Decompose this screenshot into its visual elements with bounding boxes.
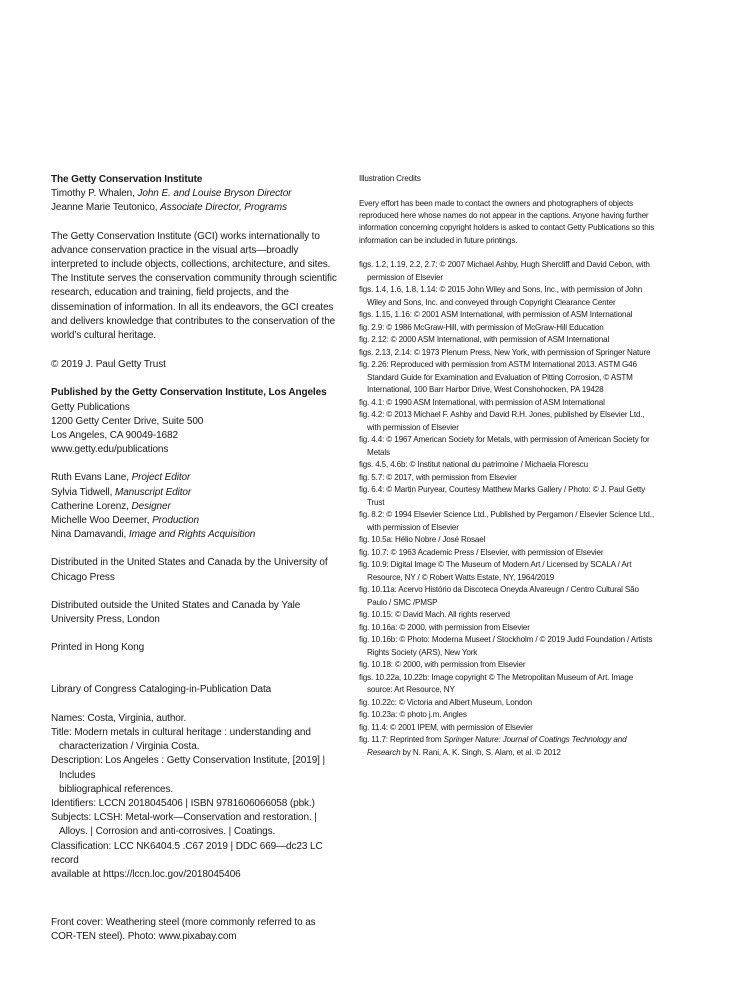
cip-subjects: Subjects: LCSH: Metal-work—Conservation and restoration. | Alloys. | Corrosion and anti-corrosives. | Coatings. [51, 812, 317, 838]
credit-text: Reprinted from [387, 735, 444, 745]
credit-entry [359, 334, 659, 347]
credit-entry [359, 409, 659, 434]
credit-fig: figs. 10.22a, 10.22b: [359, 672, 430, 682]
credit-fig: fig. 2.26: [359, 360, 389, 370]
publisher-line: Los Angeles, CA 90049-1682 [51, 430, 178, 442]
credit-text: © 2013 Michael F. Ashby and David R.H. Jones, published by Elsevier Ltd., with permission of Elsevier [367, 410, 645, 432]
credit-entry [359, 284, 659, 309]
right-column [359, 173, 659, 759]
staff-role: Production [152, 515, 199, 527]
staff-entry [51, 528, 341, 542]
cip-available: available at https://lccn.loc.gov/2018045406 [51, 868, 241, 880]
credit-entry [359, 459, 659, 472]
cip-names: Names: Costa, Virginia, author. [51, 712, 187, 724]
credit-entry [359, 347, 659, 360]
credit-fig: figs. 2.13, 2.14: [359, 347, 412, 357]
credit-entry [359, 359, 659, 397]
credit-text: © 2007 Michael Ashby, Hugh Shercliff and David Cebon, with permission of Elsevier [367, 260, 650, 282]
credit-fig: fig. 10.22c: [359, 697, 397, 707]
credit-text: by N. Rani, A. K. Singh, S. Alam, et al. © 2012 [400, 747, 561, 757]
credit-fig: fig. 10.11a: [359, 585, 397, 595]
credit-entry [359, 697, 659, 710]
staff-list [51, 471, 341, 542]
credit-fig: fig. 10.16b: [359, 635, 398, 645]
credit-entry [359, 322, 659, 335]
credits-intro: Every effort has been made to contact the owners and photographers of objects reproduced here whose names do not appear in the captions. Anyone having further information concerning copyright holders is asked to contact Getty Publications so this information can be included in future printings. [359, 198, 655, 245]
credit-text: © Photo: Moderna Museet / Stockholm / © 2019 Judd Foundation / Artists Rights Society (ARS), New York [367, 635, 653, 657]
distribution-outside: Distributed outside the United States and Canada by Yale University Press, London [51, 599, 301, 626]
cip-description: Description: Los Angeles : Getty Conservation Institute, [2019] | Includes [51, 755, 326, 781]
credits-heading: Illustration Credits [359, 174, 421, 183]
director-title: John E. and Louise Bryson Director [137, 188, 292, 200]
credit-entry [359, 609, 659, 622]
staff-entry [51, 500, 341, 514]
credit-text: © photo j.m. Angles [397, 710, 467, 720]
gci-description: The Getty Conservation Institute (GCI) works internationally to advance conservation practice in the visual arts—broadly interpreted to include objects, collections, architecture, and sites. The Institute serves the conservation community through scientific research, education and training, field projects, and the dissemination of information. In all its endeavors, the GCI creates and delivers knowledge that contributes to the conservation of the world’s cultural heritage. [51, 230, 337, 342]
credit-entry [359, 722, 659, 735]
credit-entry [359, 559, 659, 584]
credit-text: © 1967 American Society for Metals, with permission of American Society for Metals [367, 435, 650, 457]
staff-role: Image and Rights Acquisition [128, 529, 256, 541]
cip-title: Title: Modern metals in cultural heritage : understanding and characterization / Virginia Costa. [51, 726, 311, 753]
credit-text: © 2001 IPEM, with permission of Elsevier [387, 722, 533, 732]
credit-entry [359, 259, 659, 284]
credit-entry [359, 534, 659, 547]
credit-text: Digital Image © The Museum of Modern Art / Licensed by SCALA / Art Resource, NY / © Robert Watts Estate, NY, 1964/2019 [367, 560, 632, 582]
cip-description-cont: bibliographical references. [59, 783, 174, 795]
staff-name: Nina Damavandi, [51, 529, 129, 541]
credit-journal: Springer Nature: Journal of Coatings Technology and Research [367, 735, 627, 757]
credit-fig: fig. 10.9: [359, 560, 389, 570]
gci-heading: The Getty Conservation Institute [51, 174, 203, 185]
staff-role: Project Editor [131, 472, 191, 484]
credit-text: © Martin Puryear, Courtesy Matthew Marks Gallery / Photo: © J. Paul Getty Trust [367, 485, 646, 507]
credit-fig: fig. 4.2: [359, 410, 385, 420]
credit-entry [359, 472, 659, 485]
cip-block [51, 712, 341, 882]
credit-entry [359, 547, 659, 560]
credit-fig: figs. 1.15, 1.16: [359, 310, 412, 320]
credit-fig: fig. 11.7: [359, 735, 388, 745]
credit-entry [359, 672, 659, 697]
cip-heading: Library of Congress Cataloging-in-Publication Data [51, 684, 272, 696]
publisher-line: Getty Publications [51, 401, 130, 413]
staff-role: Designer [131, 500, 171, 512]
left-column [51, 173, 341, 945]
credit-entry [359, 397, 659, 410]
gci-director-line [51, 187, 341, 201]
credit-fig: fig. 10.23a: [359, 710, 398, 720]
credit-entry [359, 622, 659, 635]
credit-entry [359, 709, 659, 722]
credit-entry [359, 634, 659, 659]
staff-role: Manuscript Editor [114, 486, 192, 498]
publisher-heading: Published by the Getty Conservation Institute, Los Angeles [51, 387, 327, 399]
credit-fig: fig. 6.4: [359, 485, 385, 495]
credit-text: © 1990 ASM International, with permission of ASM International [384, 397, 605, 407]
credit-text: © 2000, with permission from Elsevier [392, 660, 526, 670]
credit-text: © 2001 ASM International, with permission of ASM International [411, 310, 633, 320]
credit-text: © 2000 ASM International, with permission of ASM International [388, 335, 610, 345]
credit-text: Acervo Histório da Discoteca Oneyda Alvareugn / Centro Cultural São Paulo / SMC /PMSP [367, 585, 639, 607]
publisher-url: www.getty.edu/publications [51, 444, 169, 456]
credit-fig: fig. 8.2: [359, 510, 385, 520]
credit-text: Reproduced with permission from ASTM International 2013. ASTM G46 Standard Guide for Examination and Evaluation of Pitting Corrosion, © ASTM International, 100 Barr Harbor Drive, West Conshohocken, PA 19428 [367, 360, 637, 395]
copyright-line: © 2019 J. Paul Getty Trust [51, 359, 166, 371]
credit-entry [359, 659, 659, 672]
printed-in: Printed in Hong Kong [51, 642, 145, 654]
credit-entry-last [359, 734, 659, 759]
associate-title: Associate Director, Programs [160, 202, 287, 214]
publisher-line: 1200 Getty Center Drive, Suite 500 [51, 415, 204, 427]
credit-text: © 1963 Academic Press / Elsevier, with permission of Elsevier [388, 547, 604, 557]
credit-text: Image copyright © The Metropolitan Museum of Art. Image source: Art Resource, NY [367, 672, 634, 695]
credit-fig: figs. 1.4, 1.6, 1.8, 1.14: [359, 285, 438, 295]
credit-text: © 1994 Elsevier Science Ltd., Published by Pergamon / Elsevier Science Ltd., with permission of Elsevier [367, 510, 654, 532]
director-name: Timothy P. Whalen, [51, 188, 138, 200]
credit-text: © 1986 McGraw-Hill, with permission of McGraw-Hill Education [384, 322, 604, 332]
associate-name: Jeanne Marie Teutonico, [51, 202, 161, 214]
credit-entry [359, 584, 659, 609]
cover-credit: Front cover: Weathering steel (more commonly referred to as COR-TEN steel). Photo: www.pixabay.com [51, 917, 316, 943]
staff-name: Michelle Woo Deemer, [51, 515, 153, 527]
staff-entry [51, 514, 341, 528]
credit-fig: fig. 10.15: [359, 610, 393, 620]
credit-text: © 2017, with permission from Elsevier [384, 472, 517, 482]
credit-fig: fig. 5.7: [359, 472, 385, 482]
credit-fig: figs. 1.2, 1.19, 2.2, 2.7: [359, 260, 438, 270]
credit-fig: fig. 10.7: [359, 547, 389, 557]
credit-entry [359, 509, 659, 534]
credit-fig: fig. 10.5a: [359, 535, 393, 545]
staff-name: Ruth Evans Lane, [51, 472, 132, 484]
credit-fig: fig. 2.9: [359, 322, 385, 332]
credit-fig: figs. 4.5, 4.6b: [359, 460, 408, 470]
credit-text: Hélio Nobre / José Rosael [392, 535, 486, 545]
cip-identifiers: Identifiers: LCCN 2018045406 | ISBN 9781606066058 (pbk.) [51, 797, 315, 809]
cip-classification: Classification: LCC NK6404.5 .C67 2019 | DDC 669—dc23 LC record [51, 840, 323, 866]
credit-fig: fig. 11.4: [359, 722, 388, 732]
credit-text: © 1973 Plenum Press, New York, with permission of Springer Nature [411, 347, 651, 357]
credit-entry [359, 434, 659, 459]
credit-fig: fig. 10.16a: [359, 622, 398, 632]
credit-entry [359, 309, 659, 322]
credit-text: © 2015 John Wiley and Sons, Inc., with permission of John Wiley and Sons, Inc. and conveyed through Copyright Clearance Center [367, 285, 643, 307]
gci-associate-line [51, 201, 341, 215]
credit-text: © David Mach. All rights reserved [392, 610, 510, 620]
staff-name: Sylvia Tidwell, [51, 486, 115, 498]
staff-name: Catherine Lorenz, [51, 500, 132, 512]
credit-fig: fig. 2.12: [359, 335, 389, 345]
credits-list [359, 259, 659, 759]
staff-entry [51, 471, 341, 485]
credit-text: © Victoria and Albert Museum, London [396, 697, 533, 707]
credit-text: © 2000, with permission from Elsevier [397, 622, 530, 632]
credit-fig: fig. 4.1: [359, 397, 385, 407]
credit-fig: fig. 4.4: [359, 435, 385, 445]
distribution-us-canada: Distributed in the United States and Canada by the University of Chicago Press [51, 557, 328, 583]
credit-fig: fig. 10.18: [359, 660, 393, 670]
credit-text: © Institut national du patrimoine / Michaela Florescu [407, 460, 588, 470]
credit-entry [359, 484, 659, 509]
staff-entry [51, 486, 341, 500]
